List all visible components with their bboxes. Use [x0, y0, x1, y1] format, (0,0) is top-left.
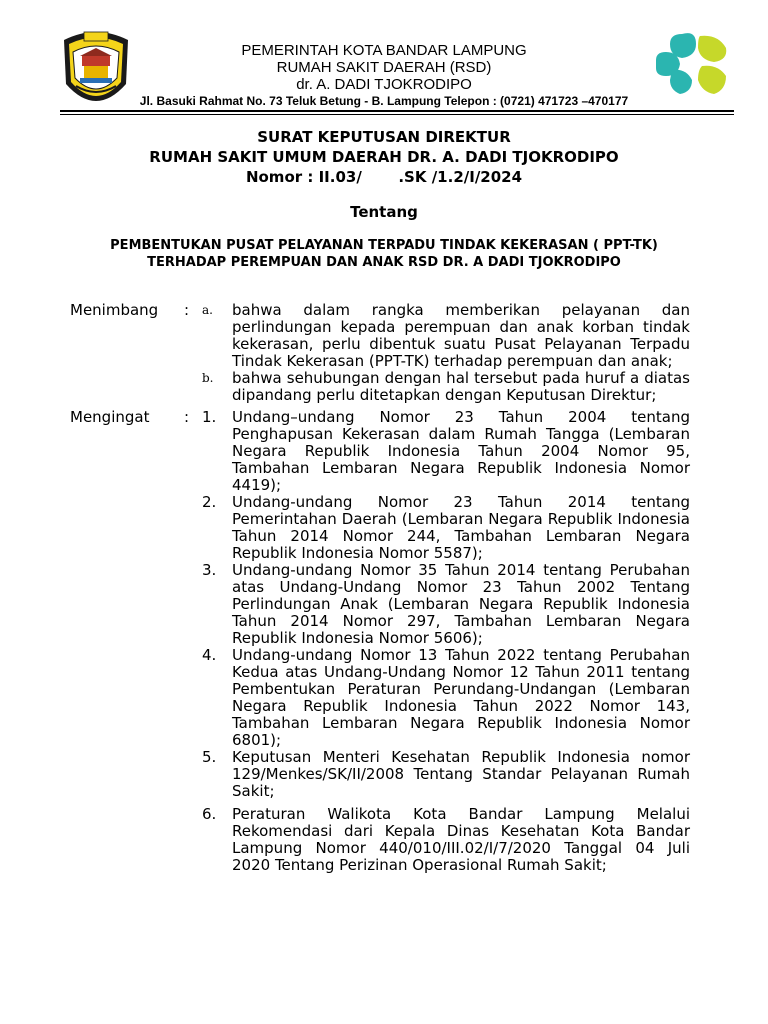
- menimbang-colon: :: [184, 301, 190, 319]
- menimbang-item: [70, 370, 690, 404]
- letterhead: [134, 42, 634, 109]
- mengingat-item: [70, 749, 690, 800]
- header-address: Jl. Basuki Rahmat No. 73 Teluk Betung - B. Lampung Telepon : (0721) 471723 –470177: [139, 94, 629, 108]
- mengingat-label: Mengingat: [70, 408, 150, 426]
- item-marker: 5.: [202, 748, 217, 766]
- letterhead-rule-thick: [60, 110, 734, 112]
- document-body: [70, 302, 690, 874]
- item-text: Undang-undang Nomor 35 Tahun 2014 tentang Perubahan atas Undang-Undang Nomor 23 Tahun 2002 Tentang Perlindungan Anak (Lembaran Negara Republik Indonesia Tahun 2014 Nomor 297, Tambahan Lembaran Negara Republik Indonesia Nomor 5606);: [232, 561, 690, 647]
- document-title: [60, 127, 708, 187]
- mengingat-item: [70, 494, 690, 562]
- letterhead-rule-thin: [60, 114, 734, 115]
- item-text: Keputusan Menteri Kesehatan Republik Indonesia nomor 129/Menkes/SK/II/2008 Tentang Standar Pelayanan Rumah Sakit;: [232, 748, 690, 800]
- item-text: bahwa sehubungan dengan hal tersebut pada huruf a diatas dipandang perlu ditetapkan dengan Keputusan Direktur;: [232, 369, 690, 404]
- item-text: Undang-undang Nomor 13 Tahun 2022 tentang Perubahan Kedua atas Undang-Undang Nomor 12 Tahun 2011 tentang Pembentukan Peraturan Perundang-Undangan (Lembaran Negara Republik Indonesia Tahun 2022 Nomor 143, Tambahan Lembaran Negara Republik Indonesia Nomor 6801);: [232, 646, 690, 749]
- item-text: Undang-undang Nomor 23 Tahun 2014 tentang Pemerintahan Daerah (Lembaran Negara Republik Indonesia Tahun 2014 Nomor 244, Tambahan Lembaran Negara Republik Indonesia Nomor 5587);: [232, 493, 690, 562]
- item-text: bahwa dalam rangka memberikan pelayanan dan perlindungan kepada perempuan dan anak korban tindak kekerasan, perlu dibentuk suatu Pusat Pelayanan Terpadu Tindak Kekerasan (PPT-TK) terhadap perempuan dan anak;: [232, 301, 690, 370]
- item-text: Undang–undang Nomor 23 Tahun 2004 tentang Penghapusan Kekerasan dalam Rumah Tangga (Lembaran Negara Republik Indonesia Tahun 2004 Nomor 95, Tambahan Lembaran Negara Republik Indonesia Nomor 4419);: [232, 408, 690, 494]
- title-number: Nomor : II.03/ .SK /1.2/I/2024: [245, 168, 523, 186]
- item-marker: 1.: [202, 408, 217, 426]
- mengingat-item: [70, 806, 690, 874]
- item-text: Peraturan Walikota Kota Bandar Lampung Melalui Rekomendasi dari Kepala Dinas Kesehatan Kota Bandar Lampung Nomor 440/010/III.02/I/7/2020 Tanggal 04 Juli 2020 Tentang Perizinan Operasional Rumah Sakit;: [232, 805, 690, 874]
- document-subject: PEMBENTUKAN PUSAT PELAYANAN TERPADU TINDAK KEKERASAN ( PPT-TK) TERHADAP PEREMPUAN DAN ANAK RSD DR. A DADI TJOKRODIPO: [110, 238, 658, 270]
- health-ministry-logo: [652, 30, 732, 98]
- menimbang-section: [70, 302, 690, 404]
- tentang-heading: Tentang: [350, 203, 418, 221]
- header-line-2: RUMAH SAKIT DAERAH (RSD): [276, 59, 492, 76]
- item-marker: b.: [202, 371, 214, 385]
- title-line-1: SURAT KEPUTUSAN DIREKTUR: [257, 128, 511, 146]
- item-marker: 2.: [202, 493, 217, 511]
- city-seal-logo: [58, 26, 134, 112]
- item-marker: 3.: [202, 561, 217, 579]
- mengingat-colon: :: [184, 408, 190, 426]
- header-line-1: PEMERINTAH KOTA BANDAR LAMPUNG: [241, 42, 527, 59]
- mengingat-item: [70, 562, 690, 647]
- menimbang-label: Menimbang: [70, 301, 159, 319]
- mengingat-item: [70, 647, 690, 749]
- mengingat-section: [70, 409, 690, 874]
- item-marker: 4.: [202, 646, 217, 664]
- item-marker: a.: [202, 303, 213, 317]
- title-line-2: RUMAH SAKIT UMUM DAERAH DR. A. DADI TJOKRODIPO: [149, 148, 619, 166]
- header-line-3: dr. A. DADI TJOKRODIPO: [296, 76, 472, 93]
- menimbang-item: [70, 302, 690, 370]
- mengingat-item: [70, 409, 690, 494]
- item-marker: 6.: [202, 805, 217, 823]
